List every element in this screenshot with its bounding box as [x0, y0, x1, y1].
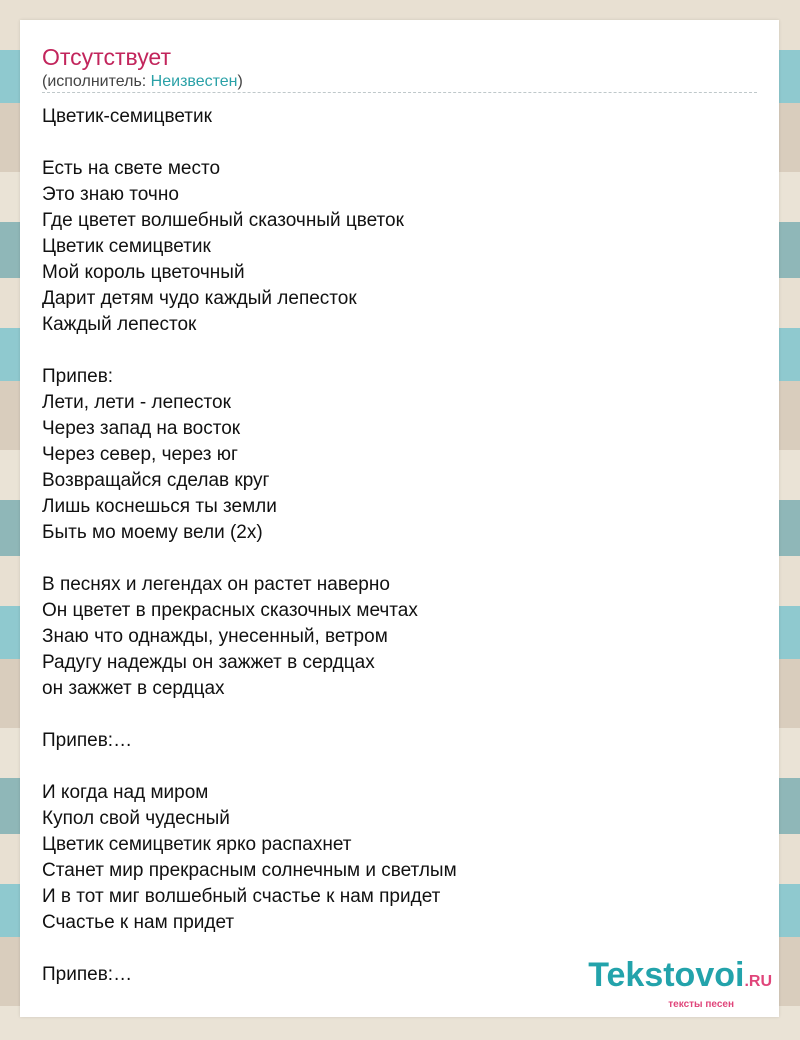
lyric-line: Есть на свете место	[42, 158, 221, 179]
lyric-line: Припев:	[42, 366, 114, 387]
lyric-line: Каждый лепесток	[42, 314, 197, 335]
lyric-line: Через запад на восток	[42, 418, 241, 439]
artist-suffix: )	[237, 73, 243, 90]
lyrics-body	[42, 104, 742, 988]
lyric-line: Купол свой чудесный	[42, 808, 230, 829]
lyric-line: Припев:…	[42, 964, 133, 985]
logo-tagline: тексты песен	[668, 999, 734, 1010]
lyrics-page	[20, 20, 779, 1017]
lyric-line: он зажжет в сердцах	[42, 678, 225, 699]
lyric-line: Радугу надежды он зажжет в сердцах	[42, 652, 375, 673]
lyric-line: Цветик-семицветик	[42, 106, 212, 127]
lyric-blank-line	[42, 754, 742, 780]
lyric-line: Где цветет волшебный сказочный цветок	[42, 210, 404, 231]
logo-domain-suffix: .RU	[744, 973, 772, 990]
lyric-line: Цветик семицветик ярко распахнет	[42, 834, 352, 855]
song-title: Отсутствует	[42, 44, 171, 70]
lyric-line: Лети, лети - лепесток	[42, 392, 231, 413]
artist-link[interactable]: Неизвестен	[150, 73, 238, 90]
artist-prefix: (исполнитель:	[42, 73, 151, 90]
logo-wordmark	[588, 958, 772, 999]
lyric-line: Знаю что однажды, унесенный, ветром	[42, 626, 388, 647]
lyric-blank-line	[42, 702, 742, 728]
lyric-blank-line	[42, 130, 742, 156]
lyric-line: Дарит детям чудо каждый лепесток	[42, 288, 357, 309]
lyric-line: И когда над миром	[42, 782, 209, 803]
lyric-blank-line	[42, 338, 742, 364]
lyric-blank-line	[42, 546, 742, 572]
lyric-line: Цветик семицветик	[42, 236, 211, 257]
header-divider	[42, 92, 757, 93]
logo-main-text: Tekstovoi	[588, 956, 745, 994]
lyric-line: Лишь коснешься ты земли	[42, 496, 277, 517]
lyric-line: Это знаю точно	[42, 184, 179, 205]
lyric-line: Счастье к нам придет	[42, 912, 235, 933]
artist-line	[42, 72, 243, 92]
lyric-line: Быть мо моему вели (2х)	[42, 522, 263, 543]
site-logo[interactable]	[588, 958, 772, 1011]
lyric-line: В песнях и легендах он растет наверно	[42, 574, 390, 595]
lyric-line: И в тот миг волшебный счастье к нам придет	[42, 886, 441, 907]
lyric-line: Припев:…	[42, 730, 133, 751]
lyric-line: Он цветет в прекрасных сказочных мечтах	[42, 600, 418, 621]
lyric-line: Мой король цветочный	[42, 262, 245, 283]
lyric-line: Возвращайся сделав круг	[42, 470, 270, 491]
lyric-line: Через север, через юг	[42, 444, 238, 465]
lyric-line: Станет мир прекрасным солнечным и светлым	[42, 860, 457, 881]
